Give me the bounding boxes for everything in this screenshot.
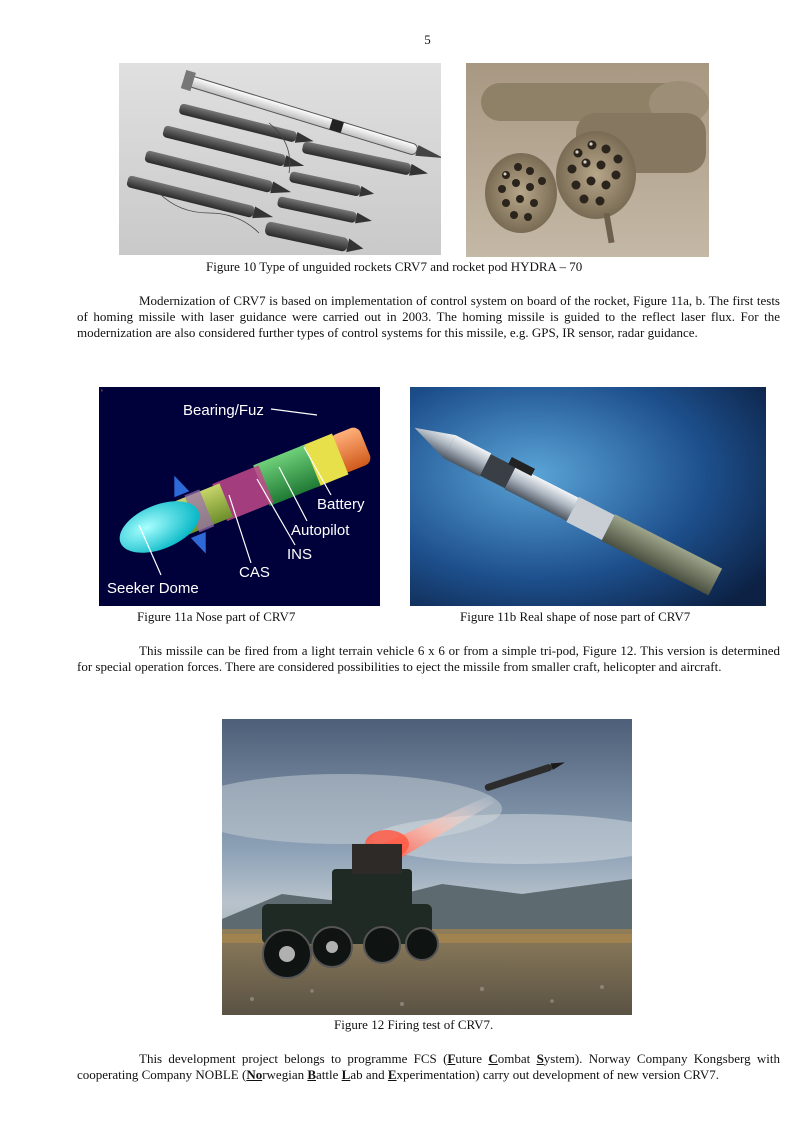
figure10-rocket-pod-photo bbox=[466, 63, 709, 257]
noble-initial-no: No bbox=[246, 1067, 263, 1082]
label-cas: CAS bbox=[239, 564, 270, 581]
label-battery: Battery bbox=[317, 496, 365, 513]
figure10-rockets-photo bbox=[119, 63, 441, 255]
figure11a-caption: Figure 11a Nose part of CRV7 bbox=[137, 609, 296, 624]
corner-mark: ' bbox=[101, 388, 103, 398]
label-autopilot: Autopilot bbox=[291, 522, 350, 539]
label-bearing-fuz: Bearing/Fuz bbox=[183, 402, 264, 419]
figure11b-nose-photo bbox=[410, 387, 766, 606]
figure10-caption: Figure 10 Type of unguided rockets CRV7 and rocket pod HYDRA – 70 bbox=[206, 259, 583, 274]
figure12-caption: Figure 12 Firing test of CRV7. bbox=[334, 1017, 494, 1032]
paragraph-launch-platform: This missile can be fired from a light terrain vehicle 6 x 6 or from a simple tri-pod, Figure 12. This version is determined for special operation forces. There are considered possibilities to eject the missile from smaller craft, helicopter and aircraft. bbox=[77, 643, 780, 674]
figure11a-nose-diagram bbox=[99, 387, 380, 606]
label-seeker-dome: Seeker Dome bbox=[107, 580, 199, 597]
fcs-initial-s: S bbox=[536, 1051, 544, 1066]
fcs-initial-f: F bbox=[447, 1051, 456, 1066]
figure11b-caption: Figure 11b Real shape of nose part of CRV7 bbox=[460, 609, 691, 624]
label-ins: INS bbox=[287, 546, 313, 563]
page-number: 5 bbox=[424, 32, 431, 47]
fcs-initial-c: C bbox=[488, 1051, 498, 1066]
noble-initial-e: E bbox=[387, 1067, 397, 1082]
paragraph-modernization: Modernization of CRV7 is based on implementation of control system on board of the rocket, Figure 11a, b. The first tests of homing missile with laser guidance were carried out in 2003. The homing missile is guided to the reflect laser flux. For the modernization are also considered further types of control systems for this missile, e.g. GPS, IR sensor, radar guidance. bbox=[77, 293, 780, 340]
noble-initial-b: B bbox=[307, 1067, 317, 1082]
paragraph-development-project: This development project belongs to programme FCS (Future Combat System). Norway Company Kongsberg with cooperating Company NOBLE (Norwegian Battle Lab and Experimentation) carry out development of new version CRV7. bbox=[77, 1051, 780, 1082]
figure12-firing-photo bbox=[222, 719, 632, 1015]
noble-initial-l: L bbox=[341, 1067, 351, 1082]
